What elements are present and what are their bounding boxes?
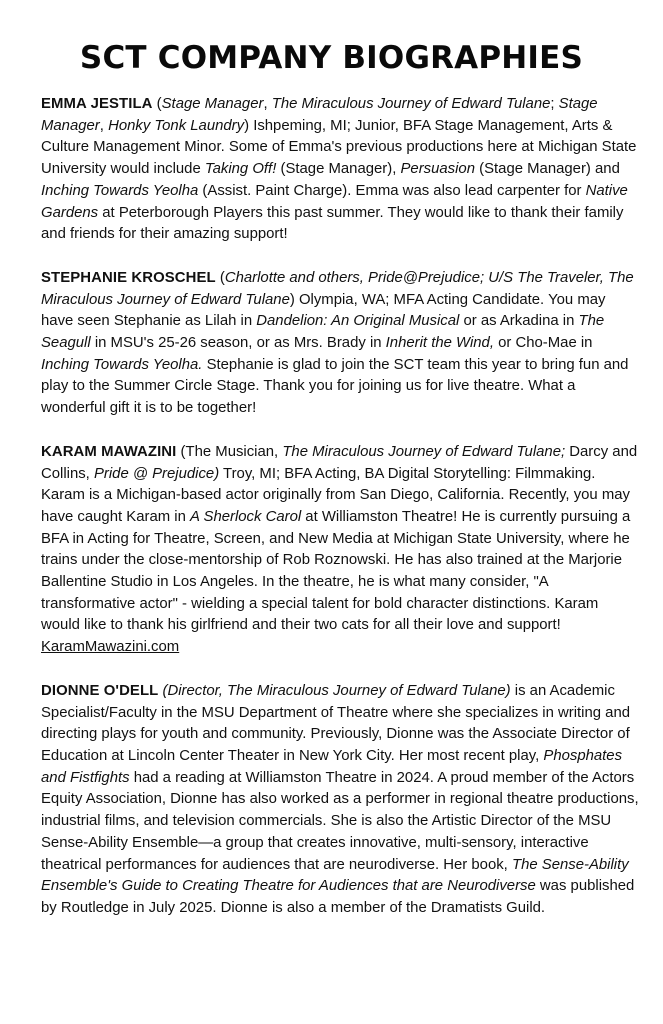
bio-production: Taking Off! <box>204 161 277 178</box>
bio-production: Persuasion <box>400 161 475 178</box>
bio-text: (Assist. Paint Charge). Emma was also lead carpenter for <box>198 182 586 199</box>
bio-text: ; <box>550 96 559 112</box>
bio-emma-jestila <box>41 94 641 246</box>
page-title: SCT COMPANY BIOGRAPHIES <box>79 40 584 76</box>
bio-name: KARAM MAWAZINI <box>41 443 177 460</box>
bio-name: DIONNE O'DELL <box>41 682 159 699</box>
bio-text: (The Musician, <box>176 443 283 460</box>
bio-production: Native Gardens <box>41 182 628 221</box>
bio-text: or as Arkadina in <box>459 313 579 330</box>
bio-role: (Director, The Miraculous Journey of Edward Tulane) <box>162 682 511 699</box>
bio-production: Inherit the Wind, <box>385 335 494 352</box>
bio-production: Honky Tonk Laundry <box>108 117 245 134</box>
bio-text: ( <box>215 269 225 286</box>
bio-production: The Miraculous Journey of Edward Tulane <box>271 96 551 112</box>
bio-text: , <box>263 96 272 112</box>
bio-production: The Seagull <box>41 313 605 352</box>
bio-production: A Sherlock Carol <box>190 508 302 525</box>
bio-production: Pride @ Prejudice) <box>93 465 220 482</box>
bio-text: had a reading at Williamston Theatre in 2024. A proud member of the Actors Equity Association, Dionne has also worked as a performer in regional theatre productions, industrial films, and television commercials. She is also the Artistic Director of the MSU Sense-Ability Ensemble—a group that creates innovative, multi-sensory, interactive theatrical performances for audiences that are neurodiverse. Her book, <box>41 769 639 873</box>
bio-name: STEPHANIE KROSCHEL <box>41 269 216 286</box>
bio-stephanie-kroschel <box>41 268 641 420</box>
bio-text: was published by Routledge in July 2025. Dionne is also a member of the Dramatists Guild. <box>41 878 635 916</box>
bio-text: ( <box>152 96 162 112</box>
bio-text: at Peterborough Players this past summer. They would like to thank their family and friends for their amazing support! <box>41 204 624 243</box>
bio-text: ) Olympia, WA; MFA Acting Candidate. You may have seen Stephanie as Lilah in <box>41 291 606 330</box>
bio-role: Charlotte and others, Pride@Prejudice; U/S The Traveler, The Miraculous Journey of Edward Tulane <box>41 269 634 308</box>
bio-production: Inching Towards Yeolha <box>41 182 199 199</box>
bio-text: Troy, MI; BFA Acting, BA Digital Storytelling: Filmmaking. Karam is a Michigan-based actor originally from San Diego, California. Recently, you may have caught Karam in <box>41 465 630 525</box>
bio-karam-mawazini <box>41 442 641 659</box>
website-link[interactable]: KaramMawazini.com <box>41 639 180 656</box>
bio-book-title: The Sense-Ability Ensemble's Guide to Creating Theatre for Audiences that are Neurodiverse <box>41 856 629 895</box>
bio-text: or Cho-Mae in <box>493 335 593 352</box>
bio-text: ) Ishpeming, MI; Junior, BFA Stage Management, Arts & Culture Management Minor. Some of Emma's previous productions here at Michigan State University would include <box>41 117 637 178</box>
bio-production: Phosphates and Fistfights <box>41 747 623 786</box>
bio-text: Stephanie is glad to join the SCT team this year to bring fun and play to the Summer Circle Stage. Thank you for joining us for live theatre. What a wonderful gift it is to be together! <box>41 356 629 417</box>
bio-production: Dandelion: An Original Musical <box>256 313 460 330</box>
bio-text: (Stage Manager) and <box>475 161 620 178</box>
bio-production: Inching Towards Yeolha. <box>41 356 203 373</box>
bio-text: , <box>99 117 109 134</box>
bio-text: in MSU's 25-26 season, or as Mrs. Brady in <box>90 335 386 352</box>
bio-dionne-odell <box>41 681 641 920</box>
bio-text: Darcy and Collins, <box>41 443 638 482</box>
bio-text: at Williamston Theatre! He is currently pursuing a BFA in Acting for Theatre, Screen, and New Media at Michigan State University, where he trains under the close-mentorship of Rob Roznowski. He has also trained at the Marjorie Ballentine Studio in Los Angeles. In the theatre, he is what many consider, "A transformative actor" - wielding a special talent for bold character distinctions. Karam would like to thank his girlfriend and their two cats for all their love and support! <box>41 508 631 634</box>
bio-role: Stage Manager <box>161 96 264 112</box>
bio-role: Stage Manager <box>41 96 598 134</box>
bio-production: The Miraculous Journey of Edward Tulane; <box>282 443 566 460</box>
bio-name: EMMA JESTILA <box>41 96 153 112</box>
bio-text: (Stage Manager), <box>276 161 401 178</box>
bio-text: is an Academic Specialist/Faculty in the MSU Department of Theatre where she specializes in writing and directing plays for youth and community. Previously, Dionne was the Associate Director of Education at Lincoln Center Theater in New York City. Her most recent play, <box>41 682 631 764</box>
